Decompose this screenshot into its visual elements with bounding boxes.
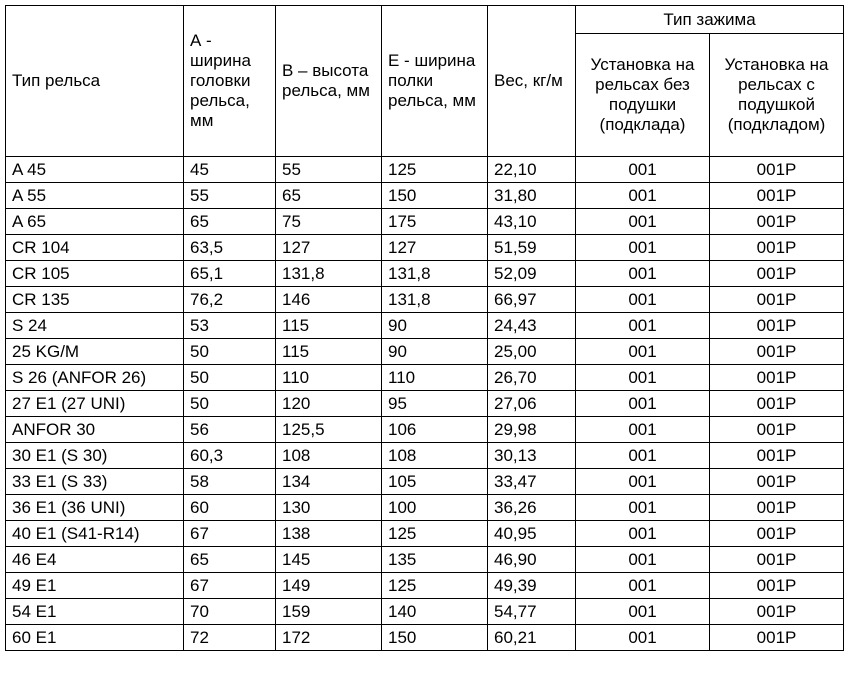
cell-a-width: 67 [184,521,276,547]
cell-b-height: 145 [276,547,382,573]
header-a-width: А - ширина головки рельса, мм [184,6,276,157]
table-row [6,417,844,443]
table-row [6,209,844,235]
cell-rail-type: S 24 [6,313,184,339]
table-row [6,287,844,313]
cell-weight: 26,70 [488,365,576,391]
cell-a-width: 65 [184,547,276,573]
cell-rail-type: 27 E1 (27 UNI) [6,391,184,417]
cell-e-width: 105 [382,469,488,495]
cell-clamp-no-pad: 001 [576,391,710,417]
cell-clamp-with-pad: 001P [710,235,844,261]
cell-clamp-no-pad: 001 [576,469,710,495]
cell-weight: 52,09 [488,261,576,287]
cell-a-width: 53 [184,313,276,339]
cell-e-width: 90 [382,313,488,339]
cell-weight: 66,97 [488,287,576,313]
cell-clamp-no-pad: 001 [576,183,710,209]
cell-weight: 54,77 [488,599,576,625]
cell-e-width: 131,8 [382,261,488,287]
cell-clamp-with-pad: 001P [710,599,844,625]
cell-a-width: 63,5 [184,235,276,261]
cell-clamp-with-pad: 001P [710,287,844,313]
cell-b-height: 120 [276,391,382,417]
cell-clamp-no-pad: 001 [576,209,710,235]
cell-e-width: 108 [382,443,488,469]
cell-clamp-with-pad: 001P [710,469,844,495]
cell-clamp-with-pad: 001P [710,391,844,417]
cell-b-height: 55 [276,157,382,183]
header-e-width: Е - ширина полки рельса, мм [382,6,488,157]
table-row [6,313,844,339]
cell-rail-type: 54 E1 [6,599,184,625]
header-no-pad: Установка на рельсах без подушки (подклада) [576,34,710,157]
cell-weight: 36,26 [488,495,576,521]
table-row [6,157,844,183]
cell-a-width: 50 [184,339,276,365]
cell-a-width: 72 [184,625,276,651]
table-row [6,495,844,521]
cell-clamp-no-pad: 001 [576,365,710,391]
cell-clamp-no-pad: 001 [576,521,710,547]
table-row [6,235,844,261]
table-row [6,261,844,287]
cell-clamp-with-pad: 001P [710,313,844,339]
cell-e-width: 140 [382,599,488,625]
cell-weight: 27,06 [488,391,576,417]
header-with-pad: Установка на рельсах с подушкой (подкладом) [710,34,844,157]
cell-rail-type: S 26 (ANFOR 26) [6,365,184,391]
cell-a-width: 55 [184,183,276,209]
cell-e-width: 106 [382,417,488,443]
header-rail-type: Тип рельса [6,6,184,157]
cell-a-width: 60 [184,495,276,521]
cell-clamp-with-pad: 001P [710,573,844,599]
cell-e-width: 127 [382,235,488,261]
cell-clamp-no-pad: 001 [576,417,710,443]
table-row [6,365,844,391]
cell-rail-type: 49 E1 [6,573,184,599]
cell-e-width: 150 [382,625,488,651]
cell-a-width: 45 [184,157,276,183]
table-row [6,547,844,573]
cell-b-height: 146 [276,287,382,313]
cell-clamp-no-pad: 001 [576,287,710,313]
cell-e-width: 135 [382,547,488,573]
cell-a-width: 67 [184,573,276,599]
cell-clamp-no-pad: 001 [576,599,710,625]
cell-clamp-with-pad: 001P [710,625,844,651]
cell-rail-type: CR 135 [6,287,184,313]
header-weight: Вес, кг/м [488,6,576,157]
cell-weight: 49,39 [488,573,576,599]
cell-clamp-with-pad: 001P [710,261,844,287]
cell-rail-type: A 55 [6,183,184,209]
cell-rail-type: 33 E1 (S 33) [6,469,184,495]
cell-clamp-with-pad: 001P [710,521,844,547]
cell-a-width: 50 [184,391,276,417]
cell-b-height: 149 [276,573,382,599]
table-row [6,183,844,209]
cell-b-height: 75 [276,209,382,235]
cell-a-width: 65,1 [184,261,276,287]
cell-rail-type: 46 E4 [6,547,184,573]
cell-weight: 31,80 [488,183,576,209]
cell-b-height: 115 [276,339,382,365]
cell-rail-type: 60 E1 [6,625,184,651]
cell-weight: 33,47 [488,469,576,495]
cell-e-width: 90 [382,339,488,365]
cell-a-width: 65 [184,209,276,235]
cell-clamp-no-pad: 001 [576,157,710,183]
cell-clamp-with-pad: 001P [710,339,844,365]
cell-weight: 30,13 [488,443,576,469]
cell-b-height: 65 [276,183,382,209]
cell-rail-type: 40 E1 (S41-R14) [6,521,184,547]
cell-e-width: 125 [382,157,488,183]
cell-weight: 25,00 [488,339,576,365]
cell-e-width: 125 [382,573,488,599]
cell-b-height: 172 [276,625,382,651]
cell-weight: 29,98 [488,417,576,443]
cell-b-height: 131,8 [276,261,382,287]
cell-clamp-with-pad: 001P [710,547,844,573]
cell-clamp-with-pad: 001P [710,157,844,183]
cell-b-height: 127 [276,235,382,261]
cell-a-width: 58 [184,469,276,495]
cell-rail-type: 30 E1 (S 30) [6,443,184,469]
cell-weight: 60,21 [488,625,576,651]
cell-clamp-with-pad: 001P [710,417,844,443]
cell-b-height: 159 [276,599,382,625]
cell-a-width: 70 [184,599,276,625]
cell-b-height: 110 [276,365,382,391]
cell-clamp-no-pad: 001 [576,573,710,599]
cell-weight: 43,10 [488,209,576,235]
cell-b-height: 138 [276,521,382,547]
cell-b-height: 125,5 [276,417,382,443]
cell-e-width: 131,8 [382,287,488,313]
cell-rail-type: CR 105 [6,261,184,287]
table-row [6,443,844,469]
cell-clamp-no-pad: 001 [576,495,710,521]
header-b-height: В – высота рельса, мм [276,6,382,157]
rail-specs-table [5,5,844,651]
cell-clamp-no-pad: 001 [576,547,710,573]
cell-rail-type: A 45 [6,157,184,183]
cell-b-height: 134 [276,469,382,495]
cell-rail-type: A 65 [6,209,184,235]
table-row [6,573,844,599]
table-row [6,391,844,417]
cell-rail-type: CR 104 [6,235,184,261]
header-clamp-type: Тип зажима [576,6,844,34]
cell-b-height: 130 [276,495,382,521]
cell-e-width: 150 [382,183,488,209]
cell-e-width: 100 [382,495,488,521]
cell-a-width: 56 [184,417,276,443]
cell-clamp-no-pad: 001 [576,443,710,469]
cell-weight: 46,90 [488,547,576,573]
cell-clamp-with-pad: 001P [710,443,844,469]
cell-e-width: 95 [382,391,488,417]
cell-clamp-with-pad: 001P [710,183,844,209]
cell-a-width: 76,2 [184,287,276,313]
cell-clamp-no-pad: 001 [576,339,710,365]
cell-weight: 22,10 [488,157,576,183]
cell-e-width: 175 [382,209,488,235]
cell-rail-type: ANFOR 30 [6,417,184,443]
cell-weight: 24,43 [488,313,576,339]
cell-clamp-no-pad: 001 [576,625,710,651]
cell-b-height: 115 [276,313,382,339]
table-row [6,469,844,495]
cell-clamp-no-pad: 001 [576,235,710,261]
cell-clamp-with-pad: 001P [710,209,844,235]
table-row [6,521,844,547]
cell-b-height: 108 [276,443,382,469]
cell-e-width: 125 [382,521,488,547]
cell-clamp-no-pad: 001 [576,261,710,287]
table-row [6,339,844,365]
cell-rail-type: 25 KG/M [6,339,184,365]
table-body [6,157,844,651]
table-row [6,599,844,625]
cell-clamp-no-pad: 001 [576,313,710,339]
cell-a-width: 50 [184,365,276,391]
cell-weight: 51,59 [488,235,576,261]
cell-weight: 40,95 [488,521,576,547]
cell-rail-type: 36 E1 (36 UNI) [6,495,184,521]
cell-clamp-with-pad: 001P [710,495,844,521]
cell-a-width: 60,3 [184,443,276,469]
table-row [6,625,844,651]
cell-e-width: 110 [382,365,488,391]
cell-clamp-with-pad: 001P [710,365,844,391]
